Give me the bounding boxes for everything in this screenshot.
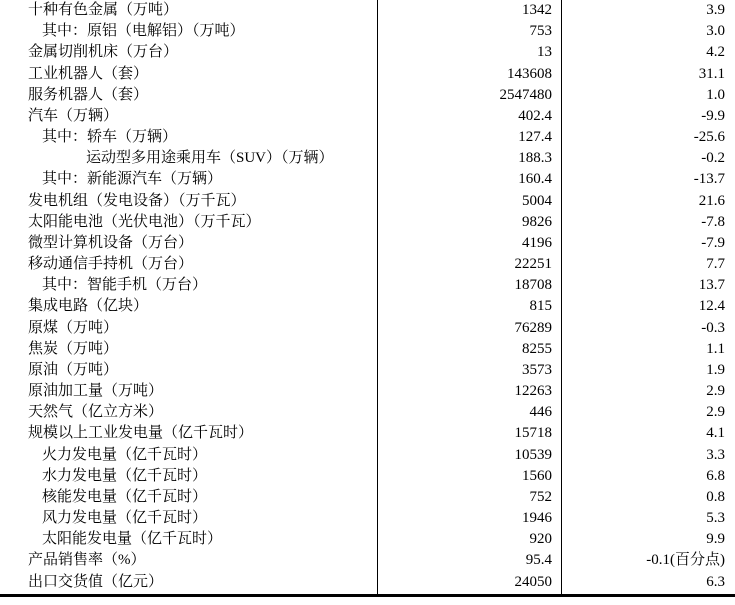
growth-value: -7.9 [701,234,725,251]
table-row [0,254,735,275]
growth-value: 1.0 [706,86,725,103]
output-value: 920 [529,531,552,548]
product-label: 水力发电量（亿千瓦时） [42,467,208,484]
table-row [0,487,735,508]
product-label: 其中：智能手机（万台） [42,277,208,294]
growth-value: 2.9 [706,383,725,400]
output-value: 1560 [522,467,552,484]
product-label: 微型计算机设备（万台） [28,234,194,251]
product-label: 移动通信手持机（万台） [28,256,194,273]
product-label: 原煤（万吨） [28,319,119,336]
product-label: 工业机器人（套） [28,65,149,82]
product-label: 原油（万吨） [28,361,119,378]
table-row [0,296,735,317]
table-row [0,508,735,529]
growth-value: 1.9 [706,361,725,378]
output-value: 9826 [522,213,552,230]
column-divider-1 [377,0,378,594]
table-row [0,0,735,21]
growth-value: 3.3 [706,446,725,463]
product-label: 其中：轿车（万辆） [42,129,178,146]
table-row [0,572,735,593]
table-row [0,423,735,444]
output-value: 2547480 [499,86,552,103]
output-value: 95.4 [525,552,552,569]
growth-value: 4.2 [706,44,725,61]
product-label: 汽车（万辆） [28,107,119,124]
growth-value: 1.1 [706,340,725,357]
output-value: 12263 [514,383,552,400]
product-label: 规模以上工业发电量（亿千瓦时） [28,425,254,442]
output-value: 752 [529,488,552,505]
product-label: 集成电路（亿块） [28,298,149,315]
product-label: 发电机组（发电设备）（万千瓦） [28,192,246,209]
output-value: 4196 [522,234,552,251]
table-bottom-border [0,594,735,597]
table-row [0,360,735,381]
table-row [0,381,735,402]
table-row [0,127,735,148]
output-value: 5004 [522,192,552,209]
growth-value: 9.9 [706,531,725,548]
product-label: 火力发电量（亿千瓦时） [42,446,208,463]
growth-value: -0.3 [701,319,725,336]
table-row [0,275,735,296]
table-row [0,233,735,254]
growth-value: -13.7 [693,171,725,188]
growth-value: 3.0 [706,23,725,40]
output-value: 160.4 [518,171,552,188]
output-value: 402.4 [518,107,552,124]
table-row [0,212,735,233]
table-row [0,169,735,190]
table-row [0,64,735,85]
output-value: 24050 [514,573,552,590]
growth-value: 6.8 [706,467,725,484]
product-label: 十种有色金属（万吨） [28,2,179,18]
product-label: 出口交货值（亿元） [28,573,164,590]
product-label: 金属切削机床（万台） [28,44,179,61]
table-row [0,42,735,63]
growth-value: 13.7 [698,277,725,294]
table-row [0,445,735,466]
growth-value: 4.1 [706,425,725,442]
table-row [0,318,735,339]
growth-value: -0.2 [701,150,725,167]
output-value: 815 [529,298,552,315]
table-row [0,466,735,487]
growth-value: -25.6 [693,129,725,146]
product-label: 原油加工量（万吨） [28,383,164,400]
growth-value: 6.3 [706,573,725,590]
growth-value: 3.9 [706,2,725,18]
output-value: 188.3 [518,150,552,167]
growth-value: 0.8 [706,488,725,505]
output-value: 446 [529,404,552,421]
output-value: 143608 [507,65,552,82]
output-value: 22251 [514,256,552,273]
product-label: 太阳能电池（光伏电池）（万千瓦） [28,213,261,230]
product-label: 风力发电量（亿千瓦时） [42,510,208,527]
output-value: 10539 [514,446,552,463]
output-value: 1342 [522,2,552,18]
output-value: 8255 [522,340,552,357]
product-label: 产品销售率（%） [28,552,146,569]
output-value: 3573 [522,361,552,378]
table-row [0,550,735,571]
table-row [0,85,735,106]
growth-value: -9.9 [701,107,725,124]
growth-value: 21.6 [698,192,725,209]
column-divider-2 [561,0,562,594]
product-label: 运动型多用途乘用车（SUV）（万辆） [86,150,334,167]
product-label: 焦炭（万吨） [28,340,119,357]
growth-value: 5.3 [706,510,725,527]
table-row [0,402,735,423]
output-value: 15718 [514,425,552,442]
product-label: 太阳能发电量（亿千瓦时） [42,531,223,548]
product-label: 其中：原铝（电解铝）（万吨） [42,23,245,40]
output-value: 76289 [514,319,552,336]
growth-value: -7.8 [701,213,725,230]
output-value: 13 [537,44,552,61]
output-value: 1946 [522,510,552,527]
table-row [0,21,735,42]
table-row [0,339,735,360]
output-value: 18708 [514,277,552,294]
product-label: 天然气（亿立方米） [28,404,164,421]
table-row [0,148,735,169]
growth-value: -0.1(百分点) [646,552,725,569]
growth-value: 7.7 [706,256,725,273]
table-row [0,106,735,127]
product-label: 其中：新能源汽车（万辆） [42,171,223,188]
product-label: 核能发电量（亿千瓦时） [42,488,208,505]
output-value: 127.4 [518,129,552,146]
growth-value: 2.9 [706,404,725,421]
product-label: 服务机器人（套） [28,86,149,103]
growth-value: 31.1 [698,65,725,82]
output-value: 753 [529,23,552,40]
table-row [0,191,735,212]
growth-value: 12.4 [698,298,725,315]
table-row [0,529,735,550]
